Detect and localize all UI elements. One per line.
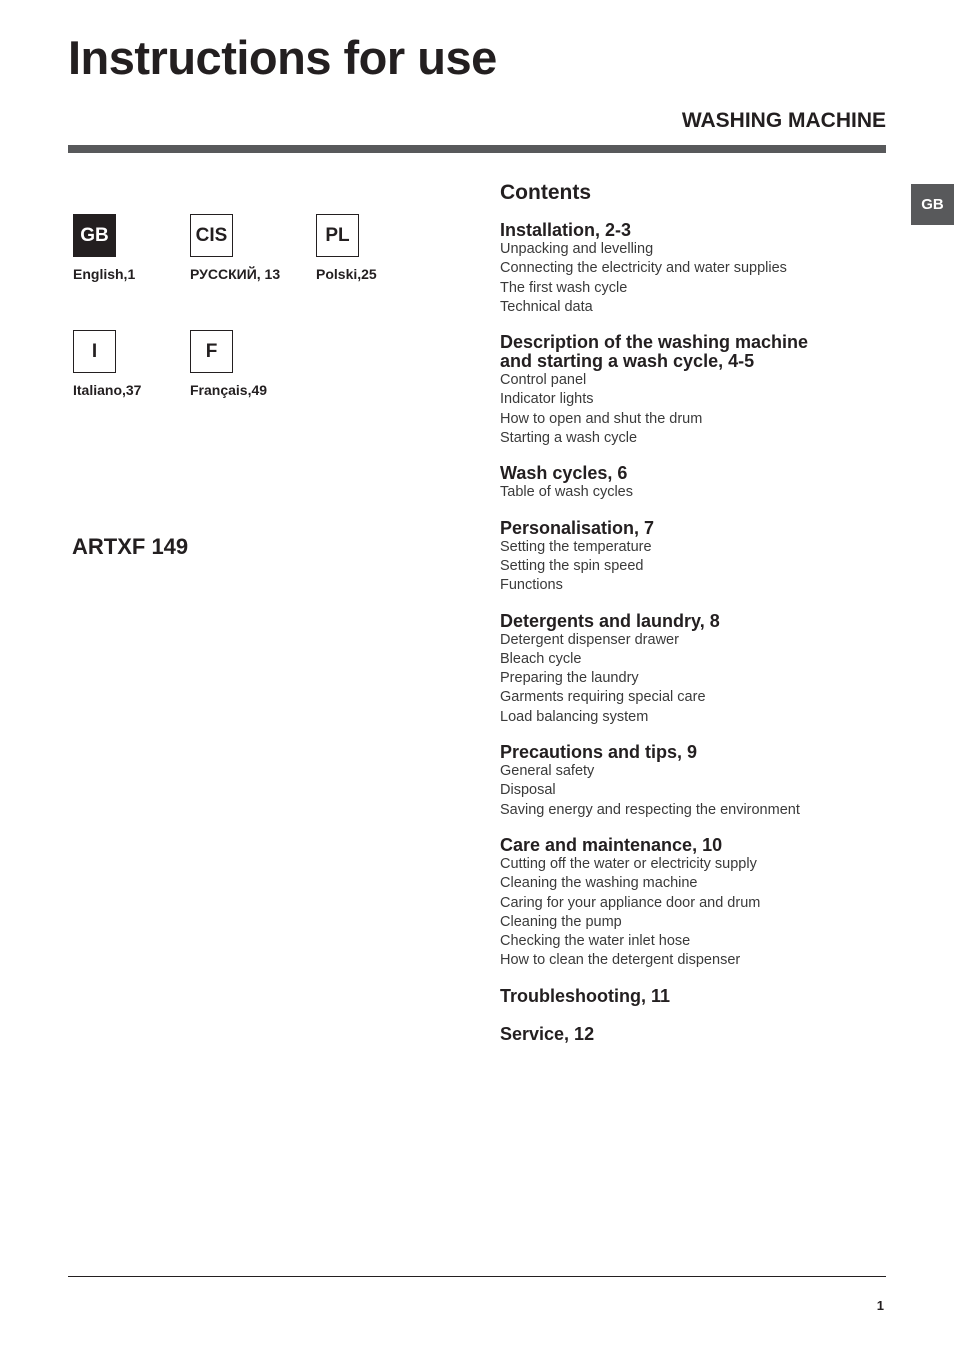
language-pl[interactable] (316, 214, 436, 282)
toc-section-personalisation (500, 519, 890, 596)
language-code-box: CIS (190, 214, 233, 257)
language-label: Polski,25 (316, 266, 377, 282)
toc-item: Load balancing system (500, 708, 649, 725)
toc-item: Detergent dispenser drawer (500, 631, 679, 648)
toc-item: Bleach cycle (500, 650, 582, 667)
toc-item: General safety (500, 763, 595, 780)
toc-section-title: Precautions and tips, 9 (500, 742, 698, 763)
toc-item: Saving energy and respecting the environment (500, 801, 800, 818)
toc-item: Setting the temperature (500, 538, 652, 555)
language-label: Italiano,37 (73, 382, 142, 398)
language-fr[interactable] (190, 330, 310, 398)
model-number: ARTXF 149 (72, 534, 189, 559)
footer-divider (68, 1276, 886, 1277)
toc-item: Disposal (500, 782, 556, 799)
toc-item: How to clean the detergent dispenser (500, 952, 741, 969)
toc-section-service (500, 1025, 890, 1044)
toc-section-wash-cycles (500, 464, 890, 502)
page-title: Instructions for use (68, 31, 497, 84)
toc-item: Caring for your appliance door and drum (500, 894, 761, 911)
language-cis[interactable] (190, 214, 310, 282)
product-type: WASHING MACHINE (681, 109, 886, 132)
toc-section-title: Detergents and laundry, 8 (500, 610, 720, 631)
toc-item: The first wash cycle (500, 279, 628, 296)
toc-item: Starting a wash cycle (500, 430, 638, 447)
toc-item: Setting the spin speed (500, 557, 644, 574)
toc-section-title: Troubleshooting, 11 (500, 985, 671, 1006)
toc-section-installation (500, 221, 890, 317)
language-code-box: GB (73, 214, 116, 257)
toc-item: Technical data (500, 298, 593, 315)
toc-item: Unpacking and levelling (500, 241, 654, 257)
toc-section-title: Care and maintenance, 10 (500, 834, 723, 855)
toc-item: Control panel (500, 372, 587, 389)
toc-item: Table of wash cycles (500, 484, 633, 501)
toc-item: How to open and shut the drum (500, 410, 703, 427)
toc-item: Cleaning the washing machine (500, 875, 698, 892)
table-of-contents (500, 180, 890, 1060)
toc-item: Preparing the laundry (500, 670, 639, 687)
language-side-tab: GB (911, 184, 954, 225)
language-code-box: F (190, 330, 233, 373)
page-number: 1 (876, 1298, 884, 1313)
toc-section-title: Service, 12 (500, 1023, 595, 1044)
toc-section-troubleshooting (500, 987, 890, 1006)
toc-item: Connecting the electricity and water supplies (500, 260, 787, 277)
header-divider (68, 145, 886, 153)
toc-section-description (500, 333, 890, 448)
toc-item: Cleaning the pump (500, 913, 622, 930)
language-label: English,1 (73, 266, 136, 282)
toc-item: Functions (500, 577, 563, 594)
toc-section-title: Wash cycles, 6 (500, 463, 628, 484)
toc-item: Cutting off the water or electricity supply (500, 855, 757, 872)
language-code-box: I (73, 330, 116, 373)
language-label: Français,49 (190, 382, 268, 398)
toc-section-title: Installation, 2-3 (500, 220, 632, 240)
toc-section-title: Description of the washing machine and starting a wash cycle, 4-5 (500, 332, 809, 372)
language-code-box: PL (316, 214, 359, 257)
toc-item: Indicator lights (500, 391, 594, 408)
toc-section-precautions (500, 743, 890, 820)
toc-section-detergents (500, 612, 890, 727)
toc-item: Garments requiring special care (500, 689, 706, 706)
contents-heading: Contents (500, 181, 591, 204)
toc-section-title: Personalisation, 7 (500, 517, 655, 538)
toc-section-care (500, 836, 890, 971)
toc-item: Checking the water inlet hose (500, 933, 691, 950)
language-label: РУССКИЙ, 13 (190, 266, 281, 282)
language-it[interactable] (73, 330, 193, 398)
language-gb[interactable] (73, 214, 193, 282)
